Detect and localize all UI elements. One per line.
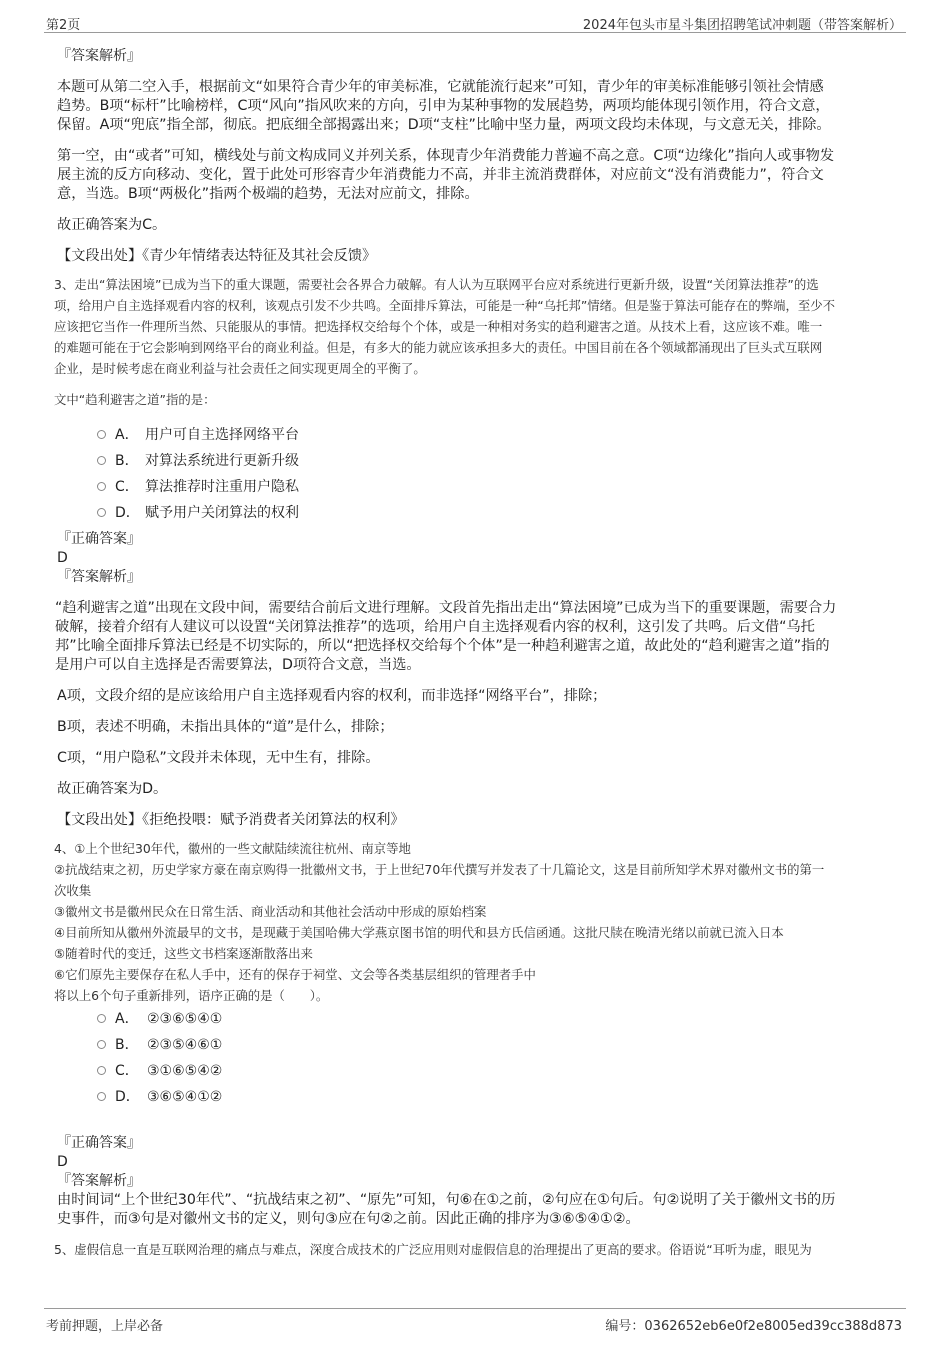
page-footer: [44, 1308, 906, 1333]
q2-source: 【文段出处】《青少年情绪表达特征及其社会反馈》: [57, 248, 377, 264]
q3-option-c[interactable]: C． 算法推荐时注重用户隐私: [57, 474, 897, 500]
q4-analysis: 由时间词“上个世纪30年代”、“抗战结束之初”、“原先”可知，句⑥在①之前，②句应在①句后。句②说明了关于徽州文书的历 史事件，而③句是对徽州文书的定义，则句③应在句②之前。因此正确的排序为③⑥⑤④①②。: [57, 1192, 836, 1227]
radio-icon[interactable]: [97, 1066, 106, 1075]
q4-option-b[interactable]: B． ②③⑤④⑥①: [57, 1032, 897, 1058]
q3-options: [57, 422, 897, 526]
q4-stem: 4、①上个世纪30年代，徽州的一些文献陆续流往杭州、南京等地 ②抗战结束之初，历史学家方豪在南京购得一批徽州文书，于上世纪70年代撰写并发表了十几篇论文，这是目前所知学术界对徽州文书的第一 次收集 ③徽州文书是徽州民众在日常生活、商业活动和其他社会活动中形成的原始档案 ④目前所知从徽州外流最早的文书，是现藏于美国哈佛大学燕京图书馆的明代和县方氏信函通。这批尺牍在晚清光绪以前就已流入日本 ⑤随着时代的变迁，这些文书档案逐渐散落出来 ⑥它们原先主要保存在私人手中，还有的保存于祠堂、文会等各类基层组织的管理者手中 将以上6个句子重新排列，语序正确的是（ ）。: [54, 841, 825, 1003]
q2-analysis-para2: 第一空，由“或者”可知，横线处与前文构成同义并列关系，体现青少年消费能力普遍不高之意。C项“边缘化”指向人或事物发 展主流的反方向移动、变化，置于此处可形容青少年消费能力不高，并非主流消费群体，对应前文“没有消费能力”，符合文 意，当选。B项“两极化”指两个极端的趋势，无法对应前文，排除。: [57, 148, 835, 202]
q4-option-c[interactable]: C． ③①⑥⑤④②: [57, 1058, 897, 1084]
radio-icon[interactable]: [97, 456, 106, 465]
radio-icon[interactable]: [97, 430, 106, 439]
q4-options: [57, 1006, 897, 1110]
q3-source: 【文段出处】《拒绝投喂：赋予消费者关闭算法的权利》: [57, 812, 405, 828]
page-header: [44, 12, 906, 33]
answer-heading: 『正确答案』: [57, 1135, 141, 1151]
q4-answer: D: [57, 1154, 68, 1170]
radio-icon[interactable]: [97, 1014, 106, 1023]
q3-answer: D: [57, 550, 68, 566]
q3-note-c: C项，“用户隐私”文段并未体现，无中生有，排除。: [57, 750, 380, 766]
q4-option-d[interactable]: D． ③⑥⑤④①②: [57, 1084, 897, 1110]
document-title: 2024年包头市星斗集团招聘笔试冲刺题（带答案解析）: [582, 18, 902, 33]
analysis-heading: 『答案解析』: [57, 569, 141, 585]
q3-conclusion: 故正确答案为D。: [57, 781, 168, 797]
page-number: 第2页: [46, 18, 81, 33]
q3-analysis: “趋利避害之道”出现在文段中间，需要结合前后文进行理解。文段首先指出走出“算法困境”已成为当下的重要课题，需要合力 破解，接着介绍有人建议可以设置“关闭算法推荐”的选项，给用户自主选择观看内容的权利，这引发了共鸣。后文借“乌托 邦”比喻全面排斥算法已经是不切实际的，所以“把选择权交给每个个体”是一种趋利避害之道，故此处的“趋利避害之道”指的 是用户可以自主选择是否需要算法，D项符合文意，当选。: [55, 600, 837, 673]
q3-option-d[interactable]: D． 赋予用户关闭算法的权利: [57, 500, 897, 526]
q3-note-b: B项，表述不明确，未指出具体的“道”是什么，排除；: [57, 719, 394, 735]
analysis-heading: 『答案解析』: [57, 48, 141, 64]
footer-slogan: 考前押题，上岸必备: [46, 1319, 164, 1334]
radio-icon[interactable]: [97, 508, 106, 517]
radio-icon[interactable]: [97, 1092, 106, 1101]
q3-question: 文中“趋利避害之道”指的是：: [54, 392, 216, 407]
radio-icon[interactable]: [97, 1040, 106, 1049]
document-body: [54, 43, 897, 1260]
q4-option-a[interactable]: A． ②③⑥⑤④①: [57, 1006, 897, 1032]
answer-heading: 『正确答案』: [57, 531, 141, 547]
q3-note-a: A项，文段介绍的是应该给用户自主选择观看内容的权利，而非选择“网络平台”，排除；: [57, 688, 607, 704]
q2-analysis-para1: 本题可从第二空入手，根据前文“如果符合青少年的审美标准，它就能流行起来”可知，青少年的审美标准能够引领社会情感 趋势。B项“标杆”比喻榜样，C项“风向”指风吹来的方向，引申为某种事物的发展趋势，两项均能体现引领作用，符合文意， 保留。A项“兜底”指全部，彻底。把底细全部揭露出来；D项“支柱”比喻中坚力量，两项文段均未体现，与文意无关，排除。: [57, 79, 831, 133]
analysis-heading: 『答案解析』: [57, 1173, 141, 1189]
q5-stem: 5、虚假信息一直是互联网治理的痛点与难点，深度合成技术的广泛应用则对虚假信息的治理提出了更高的要求。俗语说“耳听为虚，眼见为: [54, 1242, 812, 1257]
radio-icon[interactable]: [97, 482, 106, 491]
q2-conclusion: 故正确答案为C。: [57, 217, 167, 233]
q3-option-b[interactable]: B． 对算法系统进行更新升级: [57, 448, 897, 474]
document-id: 编号：0362652eb6e0f2e8005ed39cc388d873: [605, 1319, 902, 1334]
q3-stem: 3、走出“算法困境”已成为当下的重大课题，需要社会各界合力破解。有人认为互联网平台应对系统进行更新升级，设置“关闭算法推荐”的选 项，给用户自主选择观看内容的权利，该观点引发不少共鸣。全面排斥算法，可能是一种“乌托邦”情绪。但是鉴于算法可能存在的弊端，至少不 应该把它当作一件理所当然、只能服从的事情。把选择权交给每个个体，或是一种相对务实的趋利避害之道。从技术上看，这应该不难。唯一 的难题可能在于它会影响到网络平台的商业利益。但是，有多大的能力就应该承担多大的责任。中国目前在各个领域都涌现出了巨头式互联网 企业，是时候考虑在商业利益与社会责任之间实现更周全的平衡了。: [54, 277, 836, 376]
q3-option-a[interactable]: A． 用户可自主选择网络平台: [57, 422, 897, 448]
